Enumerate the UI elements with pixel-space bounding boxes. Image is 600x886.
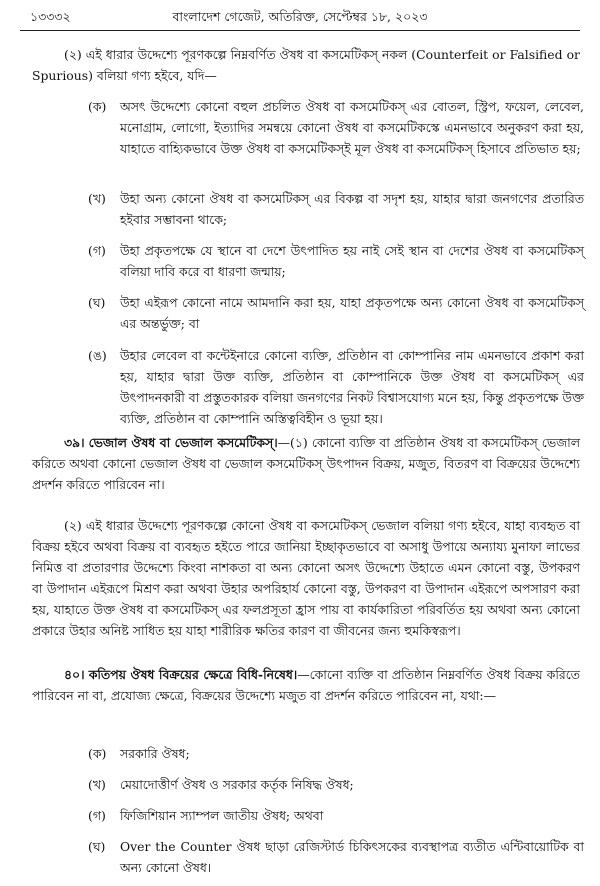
- sec38-clause-ka: [88, 96, 584, 159]
- clause-text: ফিজিশিয়ান স্যাম্পল জাতীয় ঔষধ; অথবা: [120, 808, 324, 823]
- sec40-clause-ka: [88, 743, 584, 764]
- sec38-clause-nga: [88, 345, 584, 429]
- sec38-p2-text: এই ধারার উদ্দেশ্যে পূরণকল্পে নিম্নবর্ণিত ঔষধ বা কসমেটিকস্ নকল (Counterfeit or Falsified or Spurious) বলিয়া গণ্য হইবে, যদি—: [32, 47, 580, 83]
- clause-text: উহা অন্য কোনো ঔষধ বা কসমেটিকস্ এর বিকল্প বা সদৃশ হয়, যাহার দ্বারা জনগণের প্রতারিত হইবার সম্ভাবনা থাকে;: [120, 191, 584, 227]
- clause-label: (খ): [88, 191, 106, 206]
- sec38-subsection-2: [32, 44, 580, 86]
- sec40-number: ৪০।: [64, 667, 85, 682]
- clause-label: (ঙ): [88, 348, 107, 363]
- clause-text: সরকারি ঔষধ;: [120, 746, 190, 761]
- clause-text: উহা প্রকৃতপক্ষে যে স্থানে বা দেশে উৎপাদিত হয় নাই সেই স্থান বা দেশের ঔষধ বা কসমেটিকস্ বলিয়া দাবি করে বা ধারণা জন্মায়;: [120, 243, 584, 279]
- clause-text: উহার লেবেল বা কন্টেইনারে কোনো ব্যক্তি, প্রতিষ্ঠান বা কোম্পানির নাম এমনভাবে প্রকাশ করা হয়, যাহার দ্বারা উক্ত ব্যক্তি, প্রতিষ্ঠান বা কোম্পানিকে উক্ত ঔষধ বা কসমেটিকস্ এর উৎপাদনকারী বা প্রস্তুতকারক বলিয়া জনগণের নিকট বিশ্বাসযোগ্য মনে হয়, কিন্তু প্রকৃতপক্ষে উক্ত ব্যক্তি, প্রতিষ্ঠান বা কোম্পানি অস্তিত্ববিহীন ও ভূয়া হয়।: [120, 348, 584, 426]
- sec40-clause-kha: [88, 774, 584, 795]
- sec38-clause-ga: [88, 240, 584, 282]
- sec40-text: —কোনো ব্যক্তি বা প্রতিষ্ঠান নিম্নবর্ণিত ঔষধ বিক্রয় করিতে পারিবেন না বা, প্রযোজ্য ক্ষেত্রে, বিক্রয়ের উদ্দেশ্যে মজুত বা প্রদর্শন করিতে পারিবেন না, যথা:—: [32, 667, 580, 703]
- clause-label: (ক): [88, 99, 107, 114]
- gazette-title: বাংলাদেশ গেজেট, অতিরিক্ত, সেপ্টেম্বর ১৮, ২০২৩: [172, 9, 428, 24]
- sec38-p2-label: (২): [64, 47, 82, 62]
- sec39-subsection-1: [32, 432, 580, 495]
- sec39-p2-text: (২) এই ধারার উদ্দেশ্যে পূরণকল্পে কোনো ঔষধ বা কসমেটিকস্ ভেজাল বলিয়া গণ্য হইবে, যাহা ব্যবহৃত বা বিক্রয় হইবে অথবা বিক্রয় বা ব্যবহৃত হইতে পারে জানিয়া ইচ্ছাকৃতভাবে বা অসাধু উপায়ে অন্যায্য মুনাফা লাভের নিমিত্ত বা প্রতারণার উদ্দেশ্যে কিংবা নাশকতা বা অন্য কোনো অসৎ উদ্দেশ্যে উহাতে এমন কোনো বস্তু, উপকরণ বা উপাদান এইরূপে মিশ্রণ করা অথবা উহার অপরিহার্য কোনো বস্তু, উপকরণ বা উপাদান এইরূপে অপসারণ করা হয়, যাহাতে উক্ত ঔষধ বা কসমেটিকস্ এর ফলপ্রসূতা হ্রাস পায় বা কার্যকারিতা পরিবর্তিত হয় অথবা অন্য কোনো প্রকারে উহার অনিষ্ট সাধিত হয় যাহা শারীরিক ক্ষতির কারণ বা জীবনের জন্য হুমকিস্বরূপ।: [32, 518, 580, 638]
- sec39-number: ৩৯।: [64, 435, 85, 450]
- sec38-clause-gha: [88, 292, 584, 334]
- sec40-clause-gha: [88, 836, 584, 878]
- sec39-subsection-2: [32, 515, 580, 641]
- clause-text: মেয়াদোত্তীর্ণ ঔষধ ও সরকার কর্তৃক নিষিদ্ধ ঔষধ;: [120, 777, 354, 792]
- header-rule: [20, 30, 580, 31]
- clause-label: (ঘ): [88, 295, 106, 310]
- clause-label: (খ): [88, 777, 106, 792]
- clause-text: উহা এইরূপ কোনো নামে আমদানি করা হয়, যাহা প্রকৃতপক্ষে অন্য কোনো ঔষধ বা কসমেটিকস্ এর অন্তর্ভুক্ত; বা: [120, 295, 584, 331]
- clause-label: (গ): [88, 243, 106, 258]
- sec40-clause-ga: [88, 805, 584, 826]
- sec40-title: কতিপয় ঔষধ বিক্রয়ের ক্ষেত্রে বিধি-নিষেধ।: [88, 667, 298, 682]
- sec40-intro: [32, 664, 580, 706]
- clause-text: Over the Counter ঔষধ ছাড়া রেজিস্টার্ড চিকিৎসকের ব্যবস্থাপত্র ব্যতীত এন্টিবায়োটিক বা অন্য কোনো ঔষধ।: [120, 839, 584, 875]
- sec39-p1-text: —(১) কোনো ব্যক্তি বা প্রতিষ্ঠান ঔষধ বা কসমেটিকস্ ভেজাল করিতে অথবা কোনো ভেজাল ঔষধ বা ভেজাল কসমেটিকস্ উৎপাদন বিক্রয়, মজুত, বিতরণ বা বিক্রয়ের উদ্দেশ্যে প্রদর্শন করিতে পারিবেন না।: [32, 435, 580, 492]
- page-number: ১৩৩৩২: [30, 9, 71, 24]
- clause-label: (ঘ): [88, 839, 106, 854]
- clause-text: অসৎ উদ্দেশ্যে কোনো বহুল প্রচলিত ঔষধ বা কসমেটিকস্ এর বোতল, স্ট্রিপ, ফয়েল, লেবেল, মনোগ্রাম, লোগো, ইত্যাদির সমন্বয়ে কোনো ঔষধ বা কসমেটিকস্কে এমনভাবে অনুকরণ করা হয়, যাহাতে বাহ্যিকভাবে উক্ত ঔষধ বা কসমেটিকস্ই মূল ঔষধ বা কসমেটিকস্ হিসাবে প্রতিভাত হয়;: [120, 99, 584, 156]
- page-header: [20, 6, 580, 28]
- clause-label: (গ): [88, 808, 106, 823]
- sec38-clause-kha: [88, 188, 584, 230]
- clause-label: (ক): [88, 746, 107, 761]
- sec39-title: ভেজাল ঔষধ বা ভেজাল কসমেটিকস্।: [88, 435, 278, 450]
